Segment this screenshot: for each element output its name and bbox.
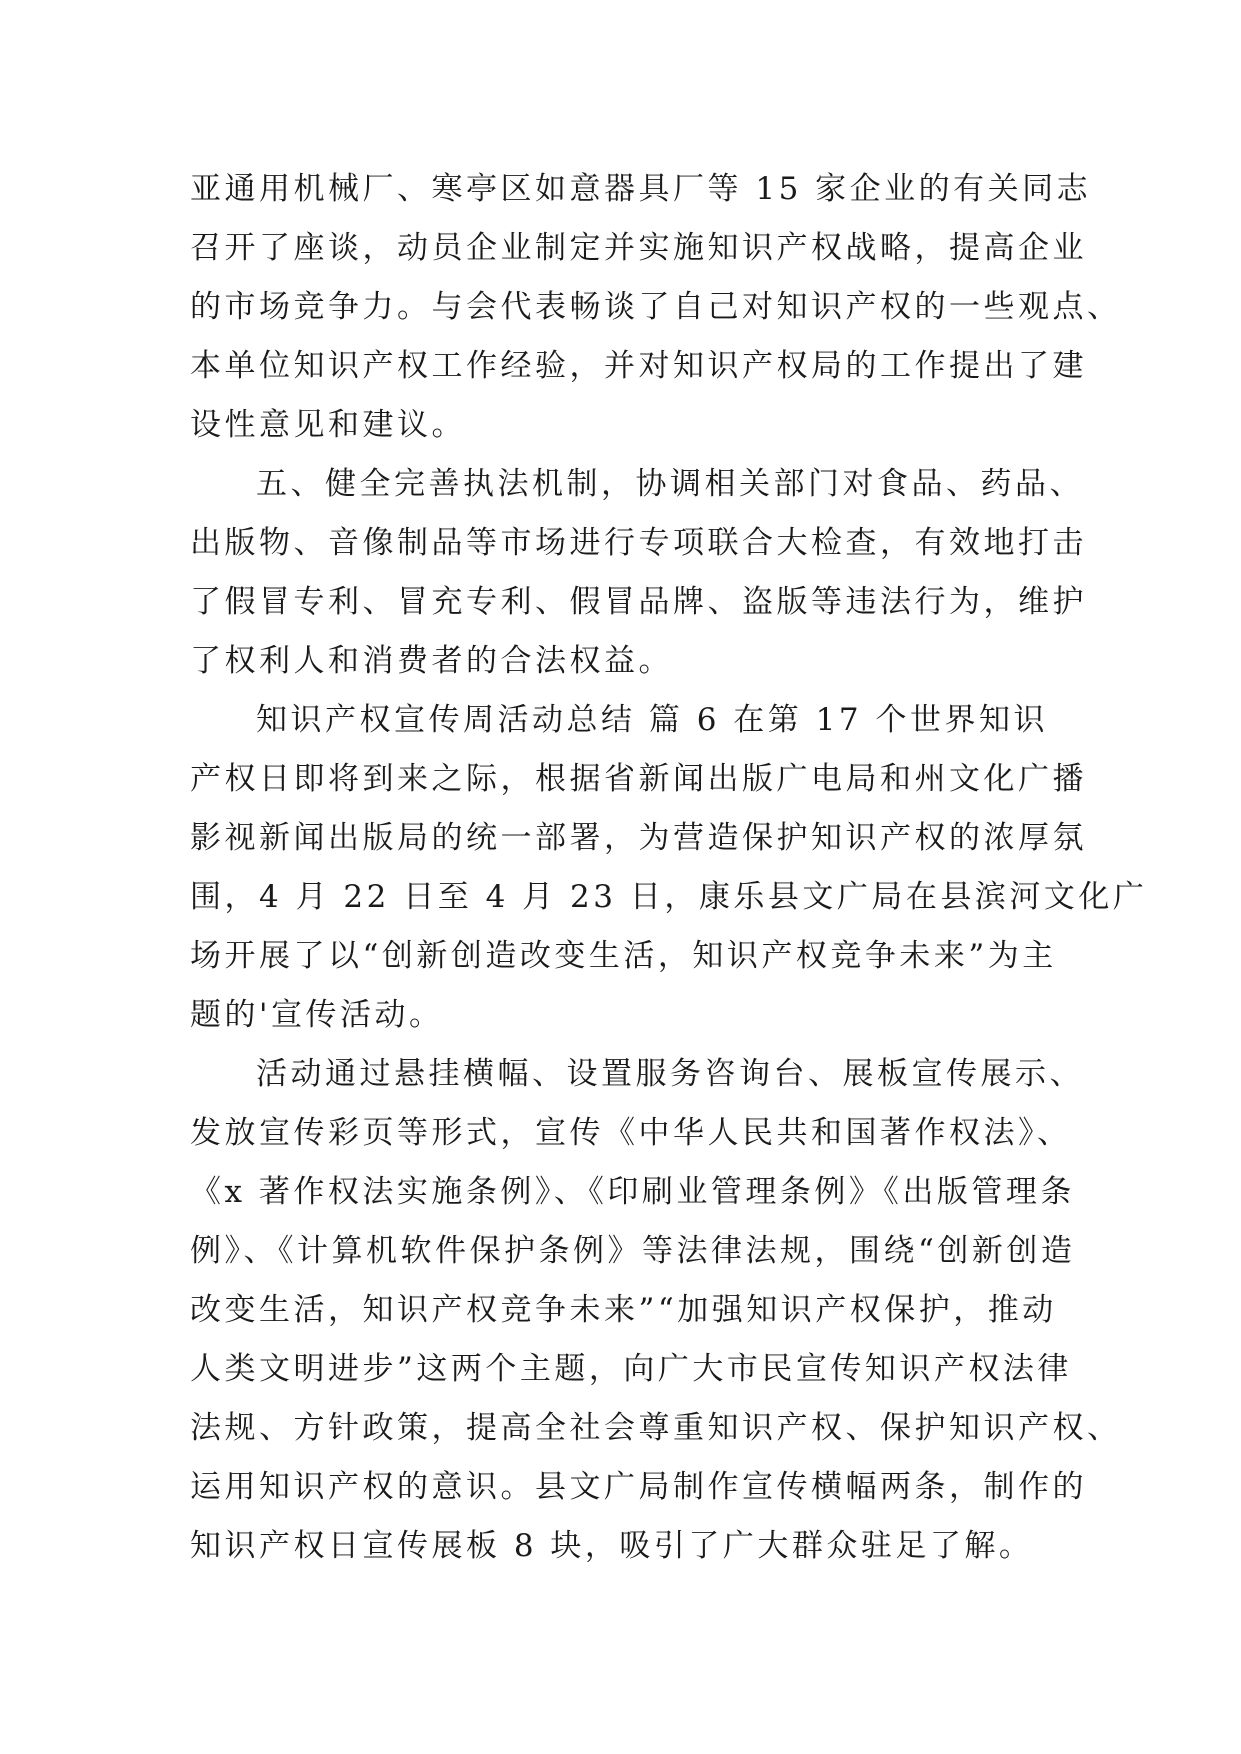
text-line: 本单位知识产权工作经验，并对知识产权局的工作提出了建	[190, 348, 1087, 384]
document-body	[190, 160, 1148, 1576]
text-line: 亚通用机械厂、寒亭区如意器具厂等 15 家企业的有关同志	[190, 171, 1092, 207]
text-line: 法规、方针政策，提高全社会尊重知识产权、保护知识产权、	[190, 1410, 1122, 1446]
text-line: 人类文明进步”这两个主题，向广大市民宣传知识产权法律	[190, 1351, 1072, 1387]
text-line: 产权日即将到来之际，根据省新闻出版广电局和州文化广播	[190, 761, 1087, 797]
text-line: 设性意见和建议。	[190, 407, 466, 443]
text-line: 题的'宣传活动。	[190, 997, 444, 1033]
text-line: 出版物、音像制品等市场进行专项联合大检查，有效地打击	[190, 525, 1087, 561]
text-line: 例》、《计算机软件保护条例》等法律法规，围绕“创新创造	[190, 1233, 1076, 1269]
text-line: 知识产权宣传周活动总结 篇 6 在第 17 个世界知识	[256, 702, 1048, 738]
text-line: 场开展了以“创新创造改变生活，知识产权竞争未来”为主	[190, 938, 1057, 974]
text-line: 发放宣传彩页等形式，宣传《中华人民共和国著作权法》、	[190, 1115, 1072, 1151]
text-line: 召开了座谈，动员企业制定并实施知识产权战略，提高企业	[190, 230, 1087, 266]
text-line: 了假冒专利、冒充专利、假冒品牌、盗版等违法行为，维护	[190, 584, 1087, 620]
text-line: 知识产权日宣传展板 8 块，吸引了广大群众驻足了解。	[190, 1528, 1034, 1564]
text-line: 影视新闻出版局的统一部署，为营造保护知识产权的浓厚氛	[190, 820, 1087, 856]
text-line: 《x 著作权法实施条例》、《印刷业管理条例》《出版管理条	[190, 1174, 1075, 1210]
text-line: 运用知识产权的意识。县文广局制作宣传横幅两条，制作的	[190, 1469, 1087, 1505]
text-line: 围，4 月 22 日至 4 月 23 日，康乐县文广局在县滨河文化广	[190, 879, 1148, 915]
text-line: 活动通过悬挂横幅、设置服务咨询台、展板宣传展示、	[256, 1056, 1084, 1092]
text-line: 了权利人和消费者的合法权益。	[190, 643, 673, 679]
text-line: 五、健全完善执法机制，协调相关部门对食品、药品、	[256, 466, 1084, 502]
text-line: 改变生活，知识产权竞争未来”“加强知识产权保护，推动	[190, 1292, 1057, 1328]
text-line: 的市场竞争力。与会代表畅谈了自己对知识产权的一些观点、	[190, 289, 1122, 325]
